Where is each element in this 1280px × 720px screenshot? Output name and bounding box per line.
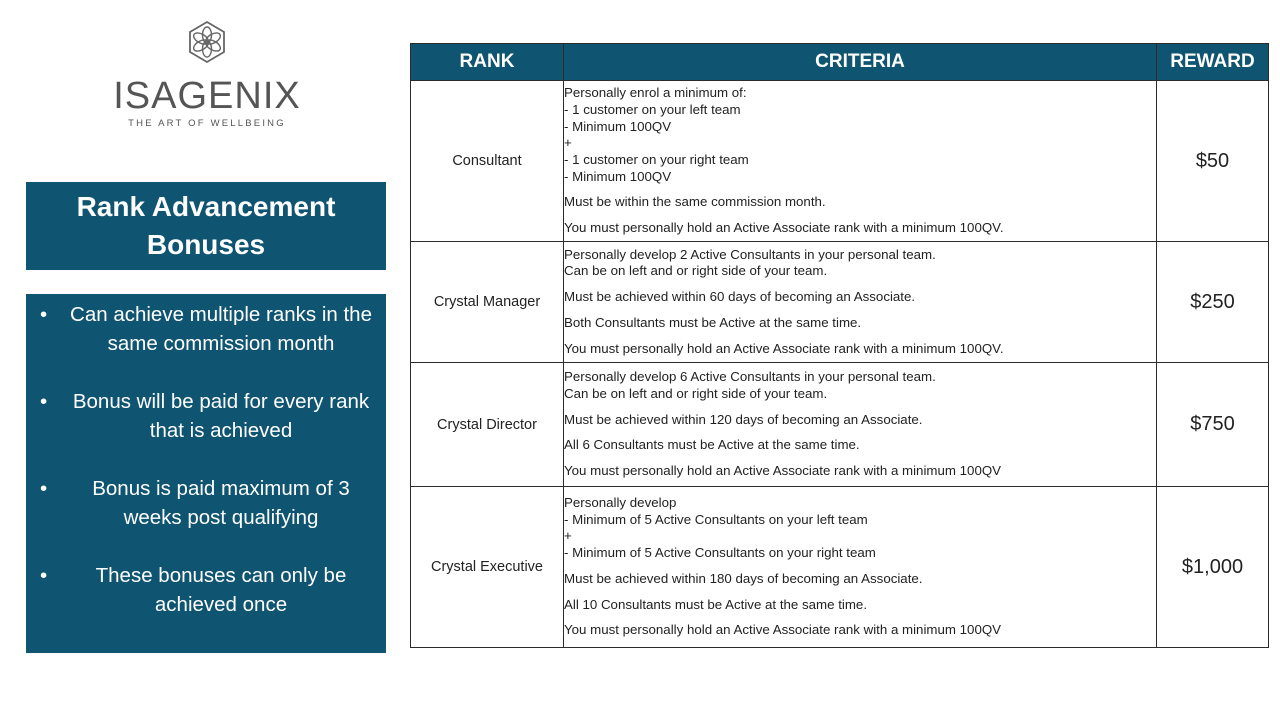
criteria-line: Personally develop 6 Active Consultants in your personal team.	[564, 369, 936, 385]
table-row	[411, 363, 1269, 487]
table-row	[411, 487, 1269, 648]
bullet-panel	[26, 294, 386, 653]
criteria-line: +	[564, 135, 572, 151]
header-rank: RANK	[411, 44, 564, 81]
criteria-note: You must personally hold an Active Associate rank with a minimum 100QV	[564, 463, 1002, 479]
rank-table	[410, 43, 1269, 648]
flower-hexagon-icon	[187, 20, 227, 64]
criteria-line: Personally develop	[564, 495, 677, 511]
criteria-cell	[564, 487, 1157, 648]
criteria-cell	[564, 363, 1157, 487]
header-reward: REWARD	[1157, 44, 1269, 81]
page-title: Rank Advancement Bonuses	[76, 191, 336, 260]
criteria-line: - Minimum 100QV	[564, 168, 672, 184]
header-criteria: CRITERIA	[564, 44, 1157, 81]
criteria-note: You must personally hold an Active Associate rank with a minimum 100QV	[564, 622, 1002, 638]
brand-name: ISAGENIX	[113, 75, 301, 117]
criteria-note: Both Consultants must be Active at the same time.	[564, 314, 862, 330]
bullet-item: • Bonus will be paid for every rank that is achieved	[40, 387, 372, 445]
criteria-line: Can be on left and or right side of your team.	[564, 263, 828, 279]
criteria-note: Must be achieved within 180 days of becoming an Associate.	[564, 570, 923, 586]
criteria-line: Can be on left and or right side of your team.	[564, 385, 828, 401]
bullet-dot-icon: •	[40, 564, 48, 587]
criteria-note: All 10 Consultants must be Active at the same time.	[564, 596, 868, 612]
criteria-line: - Minimum of 5 Active Consultants on your left team	[564, 511, 868, 527]
brand-logo	[100, 20, 314, 129]
criteria-line: - Minimum 100QV	[564, 118, 672, 134]
reward-cell: $250	[1157, 242, 1269, 363]
criteria-note: Must be achieved within 60 days of becoming an Associate.	[564, 289, 916, 305]
table-row	[411, 81, 1269, 242]
rank-cell: Crystal Executive	[411, 487, 564, 648]
criteria-note: All 6 Consultants must be Active at the same time.	[564, 437, 860, 453]
criteria-line: - Minimum of 5 Active Consultants on your right team	[564, 545, 876, 561]
criteria-note: Must be achieved within 120 days of becoming an Associate.	[564, 411, 923, 427]
reward-cell: $1,000	[1157, 487, 1269, 648]
bullet-item: • These bonuses can only be achieved once	[40, 561, 372, 619]
brand-tagline: THE ART OF WELLBEING	[128, 118, 286, 129]
bullet-item: • Bonus is paid maximum of 3 weeks post qualifying	[40, 474, 372, 532]
bullet-dot-icon: •	[40, 390, 48, 413]
criteria-line: - 1 customer on your right team	[564, 152, 749, 167]
rank-cell: Crystal Director	[411, 363, 564, 487]
criteria-note: You must personally hold an Active Associate rank with a minimum 100QV.	[564, 340, 1004, 356]
criteria-note: Must be within the same commission month.	[564, 194, 826, 210]
criteria-line: Personally enrol a minimum of:	[564, 85, 747, 101]
criteria-line: Personally develop 2 Active Consultants in your personal team.	[564, 246, 936, 262]
criteria-line: +	[564, 528, 572, 544]
title-panel	[26, 182, 386, 270]
reward-cell: $750	[1157, 363, 1269, 487]
bullet-dot-icon: •	[40, 477, 48, 500]
bullet-dot-icon: •	[40, 303, 48, 326]
table-row	[411, 242, 1269, 363]
criteria-cell	[564, 242, 1157, 363]
table-header-row	[411, 44, 1269, 81]
reward-cell: $50	[1157, 81, 1269, 242]
bullet-item: • Can achieve multiple ranks in the same commission month	[40, 300, 372, 358]
criteria-line: - 1 customer on your left team	[564, 101, 741, 117]
criteria-note: You must personally hold an Active Associate rank with a minimum 100QV.	[564, 220, 1004, 236]
criteria-cell	[564, 81, 1157, 242]
rank-cell: Consultant	[411, 81, 564, 242]
bullet-list	[40, 300, 372, 619]
rank-cell: Crystal Manager	[411, 242, 564, 363]
